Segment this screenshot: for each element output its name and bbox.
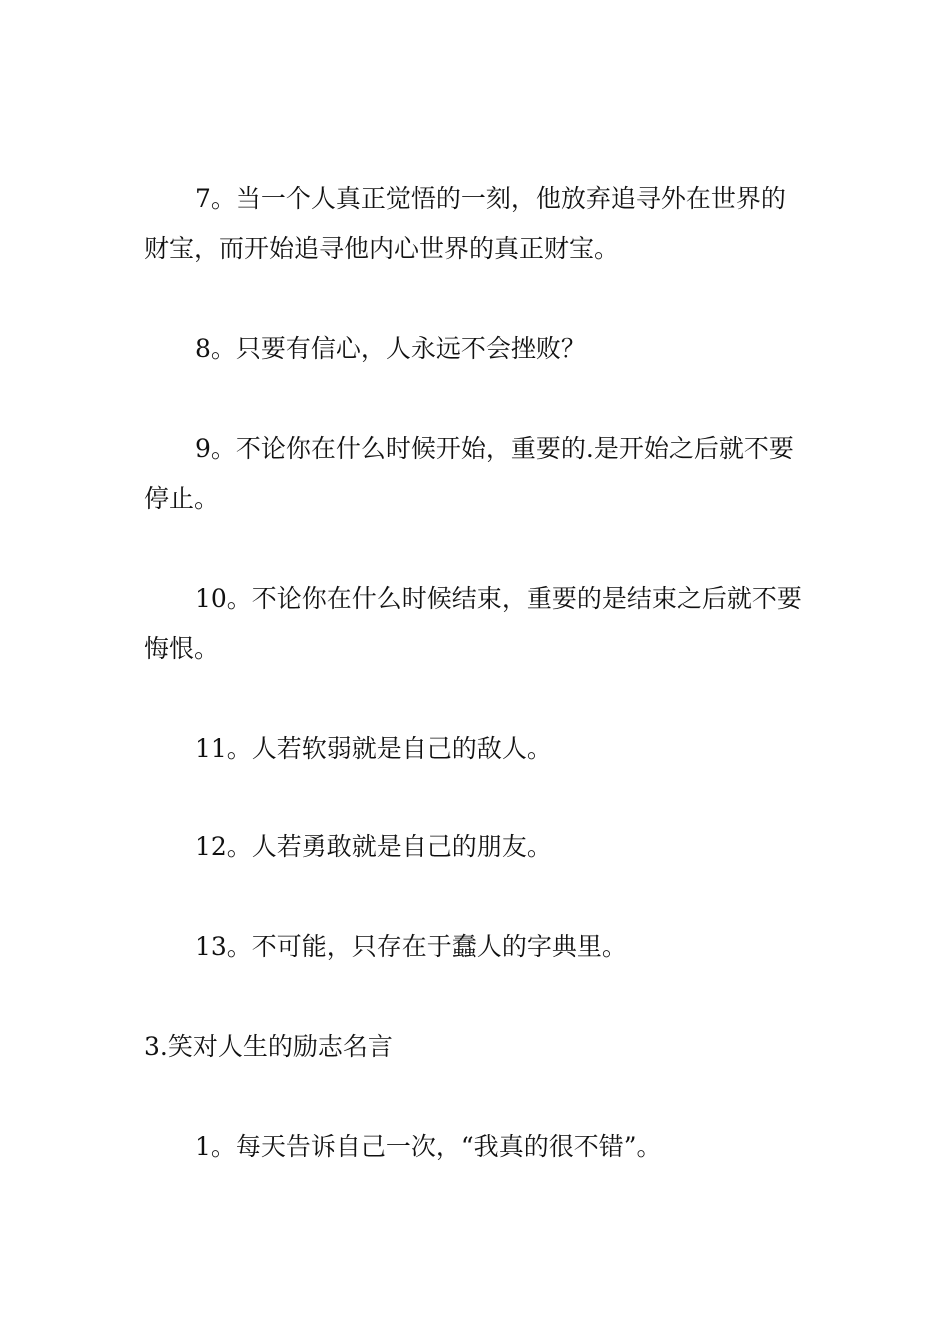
quote-paragraph-10: 10。不论你在什么时候结束，重要的是结束之后就不要悔恨。 bbox=[144, 584, 802, 663]
quote-paragraph-9: 9。不论你在什么时候开始，重要的.是开始之后就不要停止。 bbox=[144, 434, 794, 513]
quote-paragraph-13: 13。不可能，只存在于蠢人的字典里。 bbox=[195, 932, 627, 961]
quote-paragraph-11: 11。人若软弱就是自己的敌人。 bbox=[195, 734, 552, 763]
quote-paragraph-8: 8。只要有信心，人永远不会挫败？ bbox=[195, 334, 586, 363]
quote-paragraph-12: 12。人若勇敢就是自己的朋友。 bbox=[195, 832, 552, 861]
section-quote-paragraph-1: 1。每天告诉自己一次，“我真的很不错”。 bbox=[195, 1132, 662, 1161]
section-heading: 3.笑对人生的励志名言 bbox=[144, 1032, 393, 1061]
quote-paragraph-7: 7。当一个人真正觉悟的一刻，他放弃追寻外在世界的财宝，而开始追寻他内心世界的真正财宝。 bbox=[144, 184, 786, 263]
